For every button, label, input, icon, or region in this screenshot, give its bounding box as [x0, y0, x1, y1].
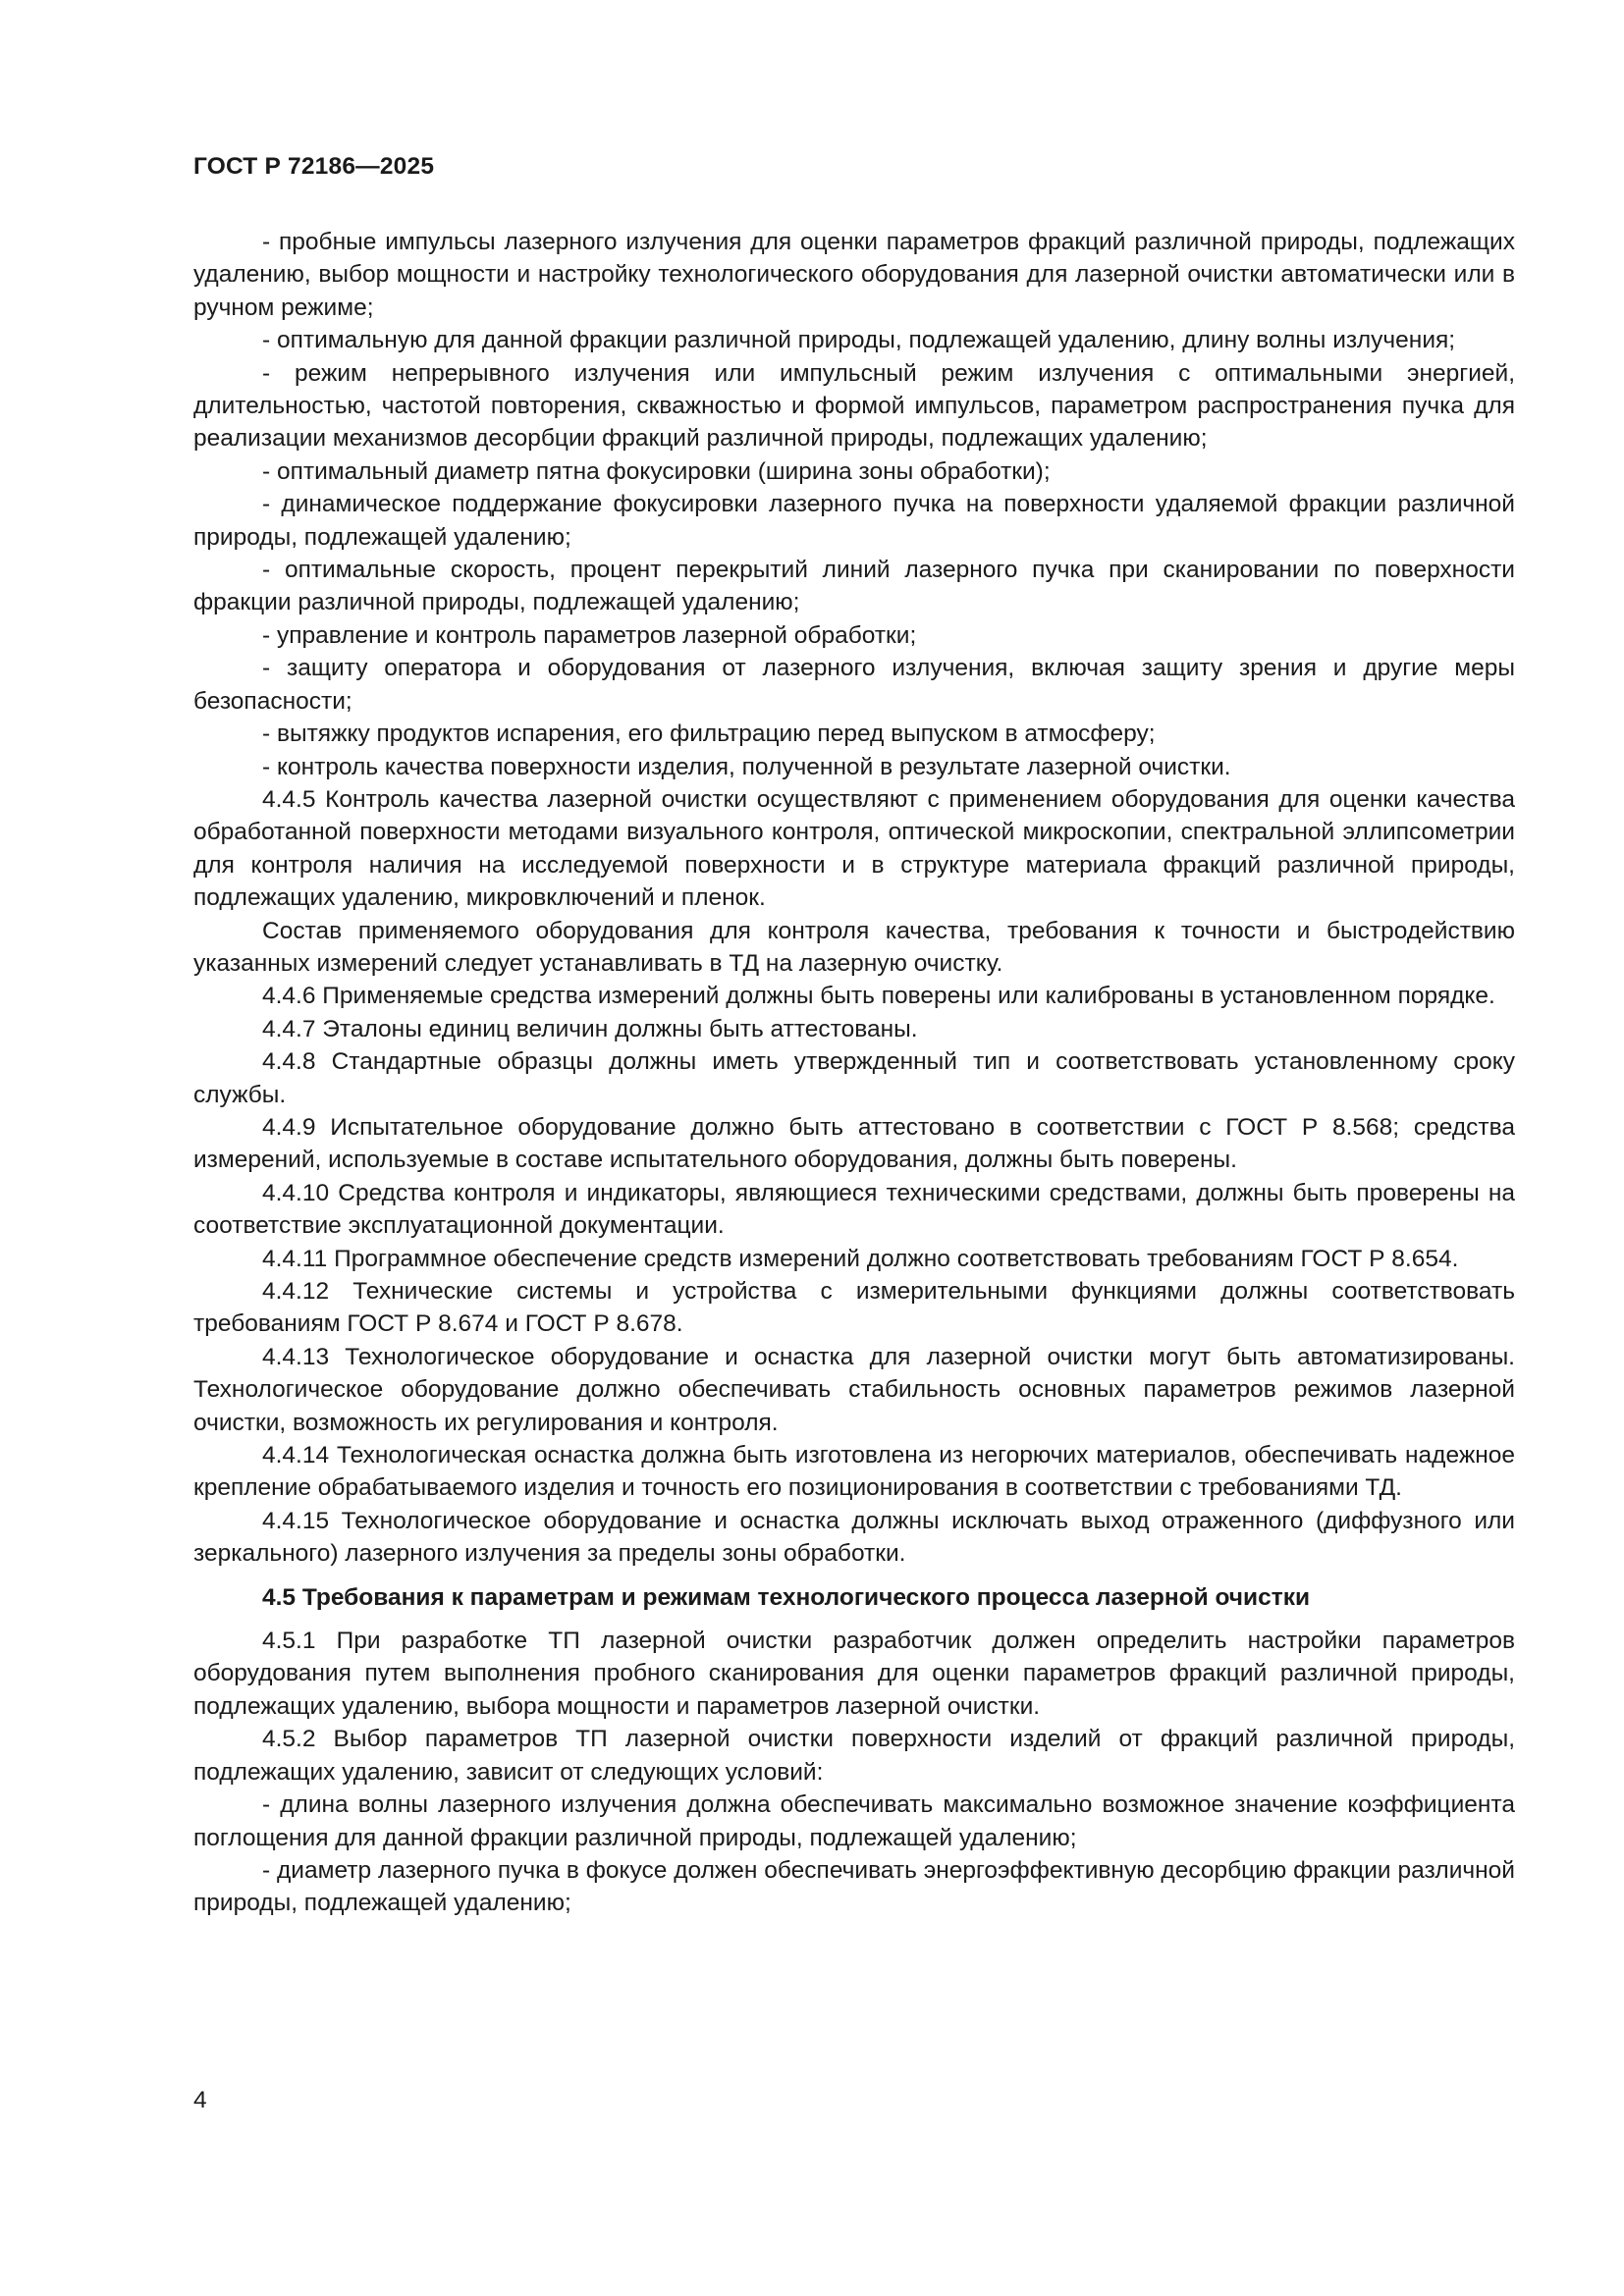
paragraph: - вытяжку продуктов испарения, его фильтрацию перед выпуском в атмосферу; — [262, 721, 1156, 748]
paragraph: 4.5.2 Выбор параметров ТП лазерной очистки поверхности изделий от фракций различной природы, подлежащих удалению, зависит от следующих условий: — [193, 1726, 1515, 1786]
paragraph: - динамическое поддержание фокусировки лазерного пучка на поверхности удаляемой фракции различной природы, подлежащей удалению; — [193, 491, 1515, 551]
paragraph: 4.4.7 Эталоны единиц величин должны быть аттестованы. — [262, 1015, 918, 1042]
paragraph: - оптимальный диаметр пятна фокусировки (ширина зоны обработки); — [262, 457, 1051, 485]
paragraph: - управление и контроль параметров лазерной обработки; — [262, 621, 917, 649]
paragraph: Состав применяемого оборудования для контроля качества, требования к точности и быстродействию указанных измерений следует устанавливать в ТД на лазерную очистку. — [193, 917, 1515, 977]
page-number: 4 — [193, 2087, 207, 2113]
paragraph: - оптимальные скорость, процент перекрытий линий лазерного пучка при сканировании по поверхности фракции различной природы, подлежащей удалению; — [193, 557, 1515, 616]
paragraph: 4.4.9 Испытательное оборудование должно быть аттестовано в соответствии с ГОСТ Р 8.568; средства измерений, используемые в составе испытательного оборудования, должны быть поверены. — [193, 1113, 1515, 1174]
paragraph: - режим непрерывного излучения или импульсный режим излучения с оптимальными энергией, длительностью, частотой повторения, скважностью и формой импульсов, параметром распространения пучка для реализации механизмов десорбции фракций различной природы, подлежащих удалению; — [193, 359, 1515, 453]
paragraph: 4.4.14 Технологическая оснастка должна быть изготовлена из негорючих материалов, обеспечивать надежное крепление обрабатываемого изделия и точность его позиционирования в соответствии с требованиями ТД. — [193, 1442, 1515, 1502]
paragraph: - оптимальную для данной фракции различной природы, подлежащей удалению, длину волны излучения; — [262, 327, 1456, 354]
document-body — [193, 226, 1515, 1920]
paragraph: 4.4.13 Технологическое оборудование и оснастка для лазерной очистки могут быть автоматизированы. Технологическое оборудование должно обеспечивать стабильность основных параметров режимов лазерной очистки, возможность их регулирования и контроля. — [193, 1343, 1515, 1436]
paragraph: - контроль качества поверхности изделия, полученной в результате лазерной очистки. — [262, 753, 1231, 780]
paragraph: - защиту оператора и оборудования от лазерного излучения, включая защиту зрения и другие меры безопасности; — [193, 655, 1515, 715]
paragraph: 4.4.6 Применяемые средства измерений должны быть поверены или калиброваны в установленном порядке. — [262, 983, 1495, 1010]
paragraph: - длина волны лазерного излучения должна обеспечивать максимально возможное значение коэффициента поглощения для данной фракции различной природы, подлежащей удалению; — [193, 1791, 1515, 1851]
paragraph: 4.4.8 Стандартные образцы должны иметь утвержденный тип и соответствовать установленному сроку службы. — [193, 1048, 1515, 1108]
document-header-standard-id: ГОСТ Р 72186—2025 — [193, 153, 435, 180]
paragraph: 4.5.1 При разработке ТП лазерной очистки разработчик должен определить настройки параметров оборудования путем выполнения пробного сканирования для оценки параметров фракций различной природы, подлежащих удалению, выбора мощности и параметров лазерной очистки. — [193, 1628, 1515, 1720]
paragraph: 4.4.10 Средства контроля и индикаторы, являющиеся техническими средствами, должны быть проверены на соответствие эксплуатационной документации. — [193, 1179, 1515, 1240]
section-heading: 4.5 Требования к параметрам и режимам технологического процесса лазерной очистки — [262, 1583, 1311, 1611]
paragraph: 4.4.5 Контроль качества лазерной очистки осуществляют с применением оборудования для оценки качества обработанной поверхности методами визуального контроля, оптической микроскопии, спектральной эллипсометрии для контроля наличия на исследуемой поверхности и в структуре материала фракций различной природы, подлежащих удалению, микровключений и пленок. — [193, 785, 1515, 912]
paragraph: 4.4.11 Программное обеспечение средств измерений должно соответствовать требованиям ГОСТ Р 8.654. — [262, 1245, 1459, 1272]
paragraph: 4.4.12 Технические системы и устройства с измерительными функциями должны соответствовать требованиям ГОСТ Р 8.674 и ГОСТ Р 8.678. — [193, 1278, 1515, 1338]
paragraph: 4.4.15 Технологическое оборудование и оснастка должны исключать выход отраженного (диффузного или зеркального) лазерного излучения за пределы зоны обработки. — [193, 1507, 1515, 1568]
paragraph: - пробные импульсы лазерного излучения для оценки параметров фракций различной природы, подлежащих удалению, выбор мощности и настройку технологического оборудования для лазерной очистки автоматически или в ручном режиме; — [193, 229, 1515, 321]
paragraph: - диаметр лазерного пучка в фокусе должен обеспечивать энергоэффективную десорбцию фракции различной природы, подлежащей удалению; — [193, 1856, 1515, 1917]
